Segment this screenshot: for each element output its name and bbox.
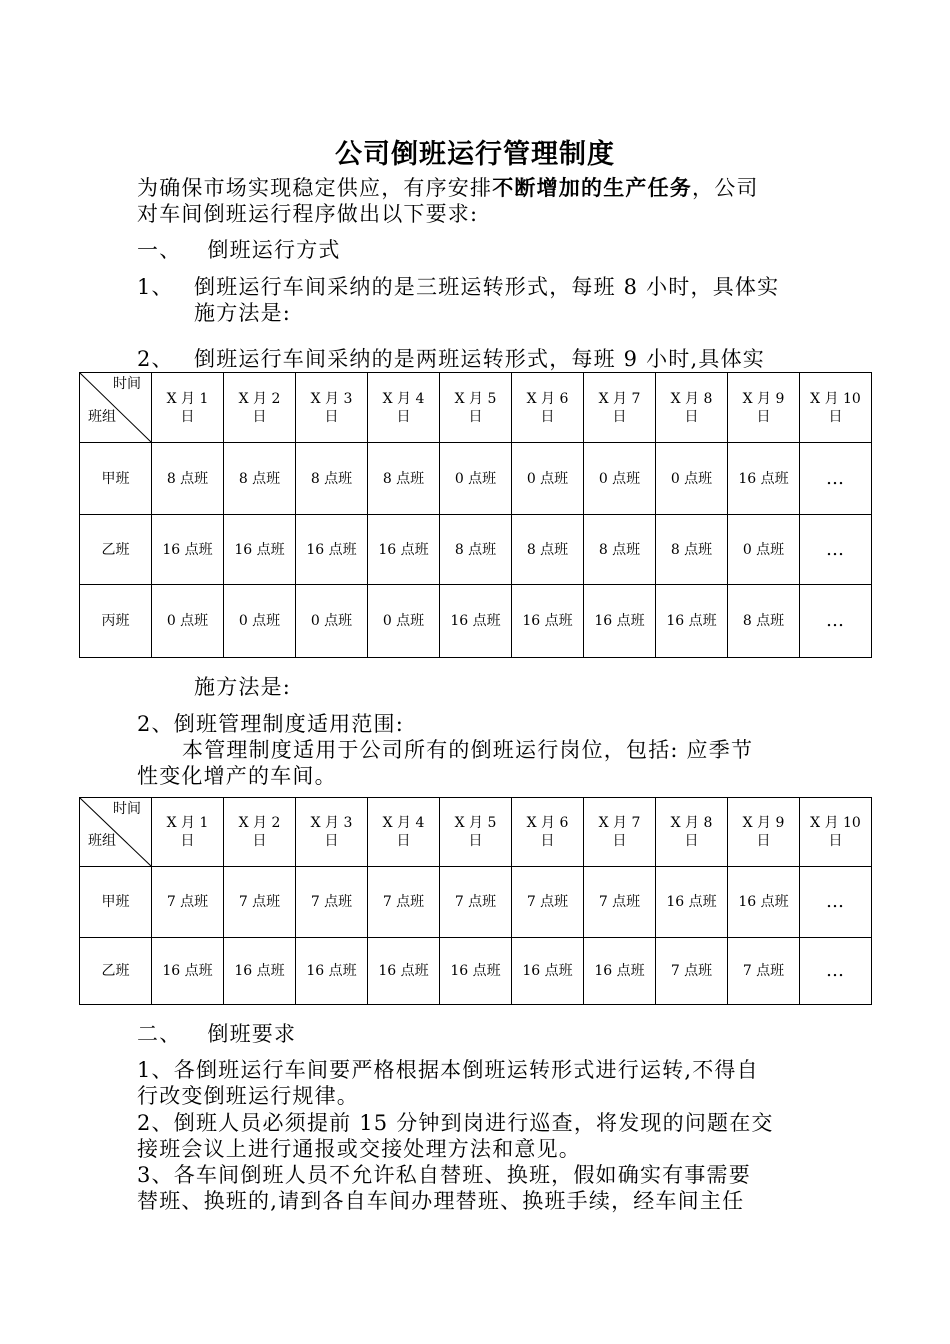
- shift-cell: 7 点班: [728, 938, 800, 1005]
- column-header-date: X 月 9 日: [728, 798, 800, 867]
- column-header-date: X 月 3 日: [296, 373, 368, 443]
- intro-line-2: 对车间倒班运行程序做出以下要求:: [137, 202, 479, 226]
- shift-cell: 0 点班: [224, 585, 296, 658]
- shift-cell: 8 点班: [584, 515, 656, 585]
- shift-cell: 16 点班: [440, 938, 512, 1005]
- shift-table-three-shifts: [79, 372, 872, 658]
- shift-table-two-shifts: [79, 797, 872, 1005]
- shift-cell: 16 点班: [512, 585, 584, 658]
- item1-number: 1、: [137, 275, 174, 299]
- shift-cell: 16 点班: [152, 938, 224, 1005]
- shift-cell: …: [800, 515, 872, 585]
- shift-cell: 16 点班: [728, 443, 800, 515]
- intro-text-end: ，公司: [692, 176, 759, 200]
- corner-group-label: 班组: [88, 409, 116, 425]
- column-header-date: X 月 10 日: [800, 373, 872, 443]
- table-header-row: [80, 798, 872, 867]
- column-header-date: X 月 8 日: [656, 798, 728, 867]
- column-header-date: X 月 8 日: [656, 373, 728, 443]
- shift-cell: 0 点班: [152, 585, 224, 658]
- shift-cell: 8 点班: [296, 443, 368, 515]
- row-header-group: 甲班: [80, 443, 152, 515]
- column-header-date: X 月 3 日: [296, 798, 368, 867]
- shift-cell: 7 点班: [368, 867, 440, 938]
- item2-number: 2、: [137, 347, 174, 371]
- shift-cell: …: [800, 585, 872, 658]
- table-row: [80, 867, 872, 938]
- row-header-group: 乙班: [80, 938, 152, 1005]
- item2-line-1: 倒班运行车间采纳的是两班运转形式，每班 9 小时,具体实: [194, 347, 765, 371]
- intro-text: 为确保市场实现稳定供应，有序安排: [137, 176, 493, 200]
- shift-cell: …: [800, 443, 872, 515]
- row-header-group: 甲班: [80, 867, 152, 938]
- column-header-date: X 月 9 日: [728, 373, 800, 443]
- corner-group-label: 班组: [88, 833, 116, 849]
- item1-line-2: 施方法是:: [194, 301, 292, 325]
- shift-cell: 16 点班: [296, 938, 368, 1005]
- column-header-date: X 月 2 日: [224, 798, 296, 867]
- shift-cell: 16 点班: [296, 515, 368, 585]
- column-header-date: X 月 1 日: [152, 373, 224, 443]
- requirement-3-line-2: 替班、换班的,请到各自车间办理替班、换班手续，经车间主任: [137, 1189, 745, 1213]
- corner-time-label: 时间: [113, 801, 141, 817]
- shift-cell: 8 点班: [728, 585, 800, 658]
- section2-title: 倒班要求: [207, 1022, 297, 1046]
- section1-number: 一、: [137, 238, 182, 262]
- column-header-date: X 月 6 日: [512, 798, 584, 867]
- shift-cell: 0 点班: [728, 515, 800, 585]
- requirement-1-line-2: 行改变倒班运行规律。: [137, 1084, 359, 1108]
- intro-bold-text: 不断增加的生产任务: [492, 176, 693, 200]
- scope-line-2: 性变化增产的车间。: [137, 764, 337, 788]
- shift-cell: 7 点班: [152, 867, 224, 938]
- table-header-row: [80, 373, 872, 443]
- intro-line-1: [137, 175, 759, 201]
- shift-cell: 0 点班: [440, 443, 512, 515]
- section2-number: 二、: [137, 1022, 182, 1046]
- shift-cell: 16 点班: [656, 585, 728, 658]
- shift-cell: 0 点班: [512, 443, 584, 515]
- table-row: [80, 443, 872, 515]
- table-corner-cell: [80, 798, 152, 867]
- shift-cell: 16 点班: [728, 867, 800, 938]
- table-row: [80, 585, 872, 658]
- shift-cell: 7 点班: [440, 867, 512, 938]
- column-header-date: X 月 5 日: [440, 798, 512, 867]
- scope-heading: 2、倒班管理制度适用范围:: [137, 712, 405, 736]
- row-header-group: 丙班: [80, 585, 152, 658]
- shift-cell: 8 点班: [152, 443, 224, 515]
- column-header-date: X 月 1 日: [152, 798, 224, 867]
- shift-cell: …: [800, 867, 872, 938]
- shift-cell: 0 点班: [584, 443, 656, 515]
- shift-cell: 7 点班: [224, 867, 296, 938]
- item1-line-1: 倒班运行车间采纳的是三班运转形式，每班 8 小时，具体实: [194, 275, 780, 299]
- shift-cell: 16 点班: [584, 585, 656, 658]
- column-header-date: X 月 6 日: [512, 373, 584, 443]
- section1-heading: [137, 237, 341, 263]
- shift-cell: 16 点班: [368, 515, 440, 585]
- shift-cell: 8 点班: [512, 515, 584, 585]
- column-header-date: X 月 7 日: [584, 798, 656, 867]
- item2-line-2: 施方法是:: [194, 675, 292, 699]
- shift-cell: 0 点班: [368, 585, 440, 658]
- column-header-date: X 月 7 日: [584, 373, 656, 443]
- column-header-date: X 月 5 日: [440, 373, 512, 443]
- shift-cell: 16 点班: [512, 938, 584, 1005]
- column-header-date: X 月 2 日: [224, 373, 296, 443]
- shift-cell: …: [800, 938, 872, 1005]
- column-header-date: X 月 4 日: [368, 373, 440, 443]
- shift-cell: 8 点班: [440, 515, 512, 585]
- shift-cell: 16 点班: [224, 515, 296, 585]
- table-row: [80, 515, 872, 585]
- shift-cell: 8 点班: [368, 443, 440, 515]
- section1-title: 倒班运行方式: [207, 238, 341, 262]
- shift-cell: 16 点班: [656, 867, 728, 938]
- document-title: 公司倒班运行管理制度: [335, 139, 615, 170]
- shift-cell: 8 点班: [224, 443, 296, 515]
- shift-cell: 16 点班: [584, 938, 656, 1005]
- requirement-2-line-1: 2、倒班人员必须提前 15 分钟到岗进行巡查，将发现的问题在交: [137, 1111, 774, 1135]
- table-row: [80, 938, 872, 1005]
- shift-cell: 16 点班: [224, 938, 296, 1005]
- shift-cell: 0 点班: [296, 585, 368, 658]
- shift-cell: 0 点班: [656, 443, 728, 515]
- requirement-2-line-2: 接班会议上进行通报或交接处理方法和意见。: [137, 1137, 581, 1161]
- shift-cell: 7 点班: [296, 867, 368, 938]
- shift-cell: 7 点班: [584, 867, 656, 938]
- shift-cell: 16 点班: [440, 585, 512, 658]
- corner-time-label: 时间: [113, 376, 141, 392]
- requirement-1-line-1: 1、各倒班运行车间要严格根据本倒班运转形式进行运转,不得自: [137, 1058, 759, 1082]
- shift-cell: 16 点班: [368, 938, 440, 1005]
- section2-heading: [137, 1021, 296, 1047]
- shift-cell: 7 点班: [512, 867, 584, 938]
- scope-line-1: 本管理制度适用于公司所有的倒班运行岗位，包括: 应季节: [182, 738, 754, 762]
- shift-cell: 16 点班: [152, 515, 224, 585]
- row-header-group: 乙班: [80, 515, 152, 585]
- table-corner-cell: [80, 373, 152, 443]
- shift-cell: 7 点班: [656, 938, 728, 1005]
- requirement-3-line-1: 3、各车间倒班人员不允许私自替班、换班，假如确实有事需要: [137, 1163, 751, 1187]
- shift-cell: 8 点班: [656, 515, 728, 585]
- column-header-date: X 月 4 日: [368, 798, 440, 867]
- column-header-date: X 月 10 日: [800, 798, 872, 867]
